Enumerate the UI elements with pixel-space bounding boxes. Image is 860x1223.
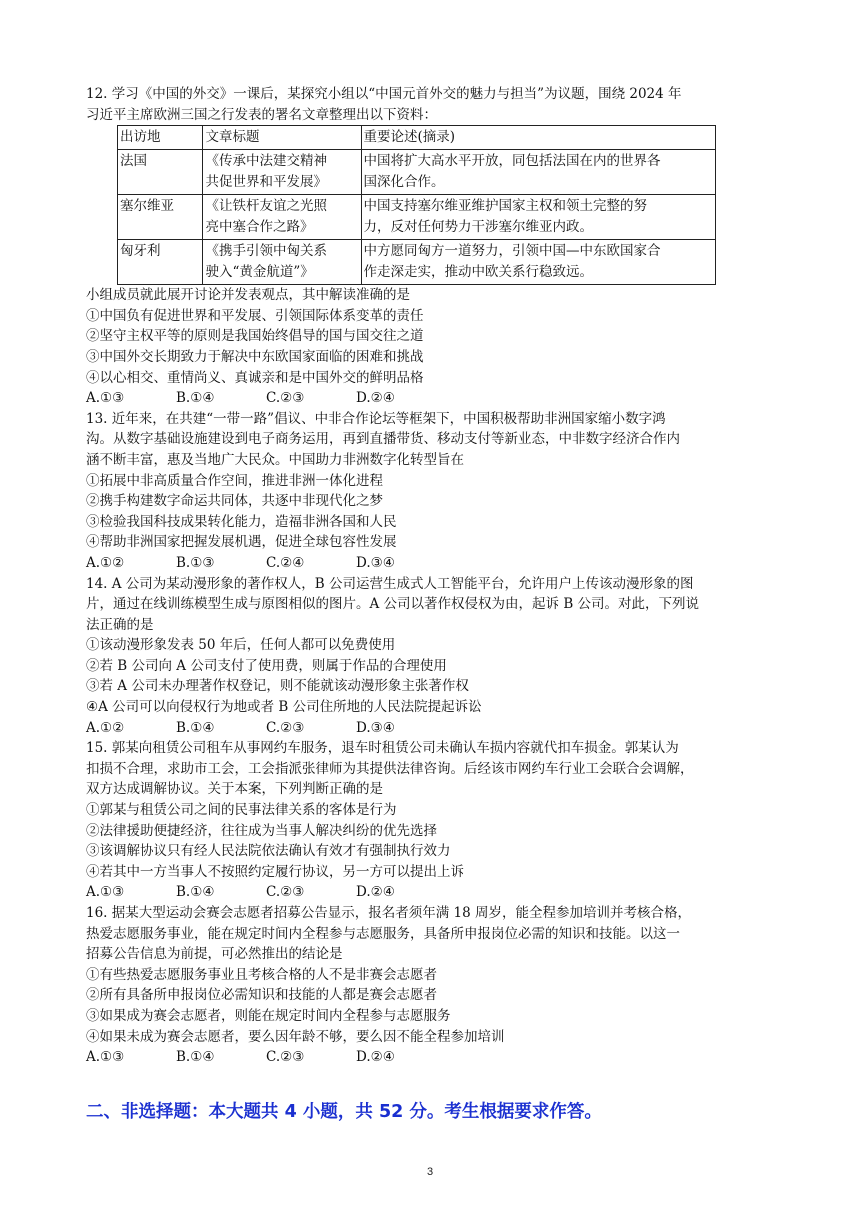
- question-content: [86, 84, 776, 1068]
- option-d: D.②④: [356, 884, 395, 901]
- q13-stem-line-2: 沟。从数字基础设施建设到电子商务运用，再到直播带货、移动支付等新业态，中非数字经济合作内: [86, 431, 680, 448]
- option-b: B.①④: [176, 719, 215, 736]
- header-place: 出访地: [118, 126, 203, 150]
- cell-summary: [361, 240, 715, 285]
- q13-options: [86, 553, 776, 574]
- cell-title-line: 亮中塞合作之路》: [205, 219, 314, 236]
- cell-place: 匈牙利: [118, 240, 203, 285]
- q12-prompt: 小组成员就此展开讨论并发表观点，其中解读准确的是: [86, 287, 410, 304]
- option-c: C.②③: [266, 390, 305, 407]
- q16-stem-line-2: 热爱志愿服务事业，能在规定时间内全程参与志愿服务，具备所申报岗位必需的知识和技能。以这一: [86, 925, 680, 942]
- q16-item-3: ③如果成为赛会志愿者，则能在规定时间内全程参与志愿服务: [86, 1007, 451, 1024]
- table-row: [118, 150, 716, 195]
- q12-item-2: ②坚守主权平等的原则是我国始终倡导的国与国交往之道: [86, 328, 424, 345]
- cell-summary-line: 力，反对任何势力干涉塞尔维亚内政。: [363, 219, 594, 236]
- option-d: D.②④: [356, 1049, 395, 1066]
- question-15: [86, 738, 776, 903]
- q14-item-2: ②若 B 公司向 A 公司支付了使用费，则属于作品的合理使用: [86, 657, 447, 674]
- q15-options: [86, 882, 776, 903]
- q14-item-1: ①该动漫形象发表 50 年后，任何人都可以免费使用: [86, 637, 396, 654]
- question-12: [86, 84, 776, 409]
- q13-item-3: ③检验我国科技成果转化能力，造福非洲各国和人民: [86, 513, 397, 530]
- q13-stem-line-1: 13. 近年来，在共建“一带一路”倡议、中非合作论坛等框架下，中国积极帮助非洲国家缩小数字鸿: [86, 410, 666, 427]
- option-d: D.②④: [356, 390, 395, 407]
- q14-stem-line-2: 片，通过在线训练模型生成与原图相似的图片。A 公司以著作权侵权为由，起诉 B 公司。对此，下列说: [86, 596, 700, 613]
- q16-stem-line-3: 招募公告信息为前提，可必然推出的结论是: [86, 946, 343, 963]
- cell-title-line: 《传承中法建交精神: [205, 153, 327, 170]
- cell-summary-line: 中方愿同匈方一道努力，引领中国—中东欧国家合: [363, 243, 661, 260]
- cell-summary-line: 作走深走实，推动中欧关系行稳致远。: [363, 264, 594, 281]
- option-c: C.②④: [266, 554, 305, 571]
- cell-summary-line: 中国将扩大高水平开放，同包括法国在内的世界各: [363, 153, 661, 170]
- cell-summary-line: 中国支持塞尔维亚维护国家主权和领土完整的努: [363, 198, 648, 215]
- table-row: [118, 240, 716, 285]
- q16-options: [86, 1047, 776, 1068]
- option-d: D.③④: [356, 719, 395, 736]
- question-13: [86, 409, 776, 574]
- q13-stem-line-3: 涵不断丰富，惠及当地广大民众。中国助力非洲数字化转型旨在: [86, 451, 464, 468]
- q13-item-2: ②携手构建数字命运共同体，共逐中非现代化之梦: [86, 493, 383, 510]
- q15-item-2: ②法律援助便捷经济，往往成为当事人解决纠纷的优先选择: [86, 822, 437, 839]
- q12-item-3: ③中国外交长期致力于解决中东欧国家面临的困难和挑战: [86, 348, 424, 365]
- table-header-row: [118, 126, 716, 150]
- q12-stem-line-2: 习近平主席欧洲三国之行发表的署名文章整理出以下资料：: [86, 106, 437, 123]
- cell-title-line: 共促世界和平发展》: [205, 174, 327, 191]
- cell-summary: [361, 195, 715, 240]
- q16-item-1: ①有些热爱志愿服务事业且考核合格的人不是非赛会志愿者: [86, 966, 437, 983]
- q15-item-1: ①郭某与租赁公司之间的民事法律关系的客体是行为: [86, 802, 397, 819]
- header-title: 文章标题: [203, 126, 361, 150]
- option-b: B.①④: [176, 1049, 215, 1066]
- option-a: A.①②: [86, 554, 125, 571]
- option-c: C.②③: [266, 1049, 305, 1066]
- q12-info-table: [117, 125, 716, 285]
- q15-stem-line-3: 双方达成调解协议。关于本案，下列判断正确的是: [86, 781, 383, 798]
- option-b: B.①④: [176, 884, 215, 901]
- q15-item-4: ④若其中一方当事人不按照约定履行协议，另一方可以提出上诉: [86, 863, 464, 880]
- cell-title: [203, 150, 361, 195]
- header-summary: 重要论述(摘录): [361, 126, 715, 150]
- cell-title: [203, 240, 361, 285]
- q14-options: [86, 718, 776, 739]
- option-c: C.②③: [266, 884, 305, 901]
- cell-title: [203, 195, 361, 240]
- q14-item-4: ④A 公司可以向侵权行为地或者 B 公司住所地的人民法院提起诉讼: [86, 699, 482, 716]
- q16-stem-line-1: 16. 据某大型运动会赛会志愿者招募公告显示，报名者须年满 18 周岁，能全程参加培训并考核合格，: [86, 905, 692, 921]
- q12-options: [86, 388, 776, 409]
- cell-summary-line: 国深化合作。: [363, 174, 445, 191]
- q16-item-4: ④如果未成为赛会志愿者，要么因年龄不够，要么因不能全程参加培训: [86, 1028, 505, 1045]
- q15-item-3: ③该调解协议只有经人民法院依法确认有效才有强制执行效力: [86, 843, 451, 860]
- option-c: C.②③: [266, 719, 305, 736]
- question-16: [86, 903, 776, 1068]
- q14-stem-line-3: 法正确的是: [86, 616, 154, 633]
- q14-item-3: ③若 A 公司未办理著作权登记，则不能就该动漫形象主张著作权: [86, 678, 469, 695]
- question-14: [86, 574, 776, 739]
- q13-item-4: ④帮助非洲国家把握发展机遇，促进全球包容性发展: [86, 534, 397, 551]
- cell-title-line: 《携手引领中匈关系: [205, 243, 327, 260]
- q16-item-2: ②所有具备所申报岗位必需知识和技能的人都是赛会志愿者: [86, 987, 437, 1004]
- q12-item-1: ①中国负有促进世界和平发展、引领国际体系变革的责任: [86, 307, 424, 324]
- option-b: B.①④: [176, 390, 215, 407]
- cell-place: 塞尔维亚: [118, 195, 203, 240]
- section-heading: 二、非选择题：本大题共 4 小题，共 52 分。考生根据要求作答。: [86, 1102, 602, 1122]
- cell-place: 法国: [118, 150, 203, 195]
- cell-title-line: 《让铁杆友谊之光照: [205, 198, 327, 215]
- page-number: 3: [426, 1166, 434, 1178]
- cell-title-line: 驶入“黄金航道”》: [205, 264, 314, 281]
- q12-item-4: ④以心相交、重情尚义、真诚亲和是中国外交的鲜明品格: [86, 369, 424, 386]
- table-row: [118, 195, 716, 240]
- q13-item-1: ①拓展中非高质量合作空间，推进非洲一体化进程: [86, 472, 383, 489]
- option-a: A.①②: [86, 719, 125, 736]
- cell-summary: [361, 150, 715, 195]
- q12-stem-line-1: 12. 学习《中国的外交》一课后，某探究小组以“中国元首外交的魅力与担当”为议题，围绕 2024 年: [86, 86, 682, 102]
- option-a: A.①③: [86, 884, 125, 901]
- option-b: B.①③: [176, 554, 215, 571]
- option-a: A.①③: [86, 390, 125, 407]
- option-d: D.③④: [356, 554, 395, 571]
- option-a: A.①③: [86, 1049, 125, 1066]
- q14-stem-line-1: 14. A 公司为某动漫形象的著作权人，B 公司运营生成式人工智能平台，允许用户上传该动漫形象的图: [86, 575, 694, 592]
- q15-stem-line-1: 15. 郭某向租赁公司租车从事网约车服务，退车时租赁公司未确认车损内容就代扣车损金。郭某认为: [86, 740, 679, 757]
- q15-stem-line-2: 扣损不合理，求助市工会，工会指派张律师为其提供法律咨询。后经该市网约车行业工会联合会调解，: [86, 760, 694, 777]
